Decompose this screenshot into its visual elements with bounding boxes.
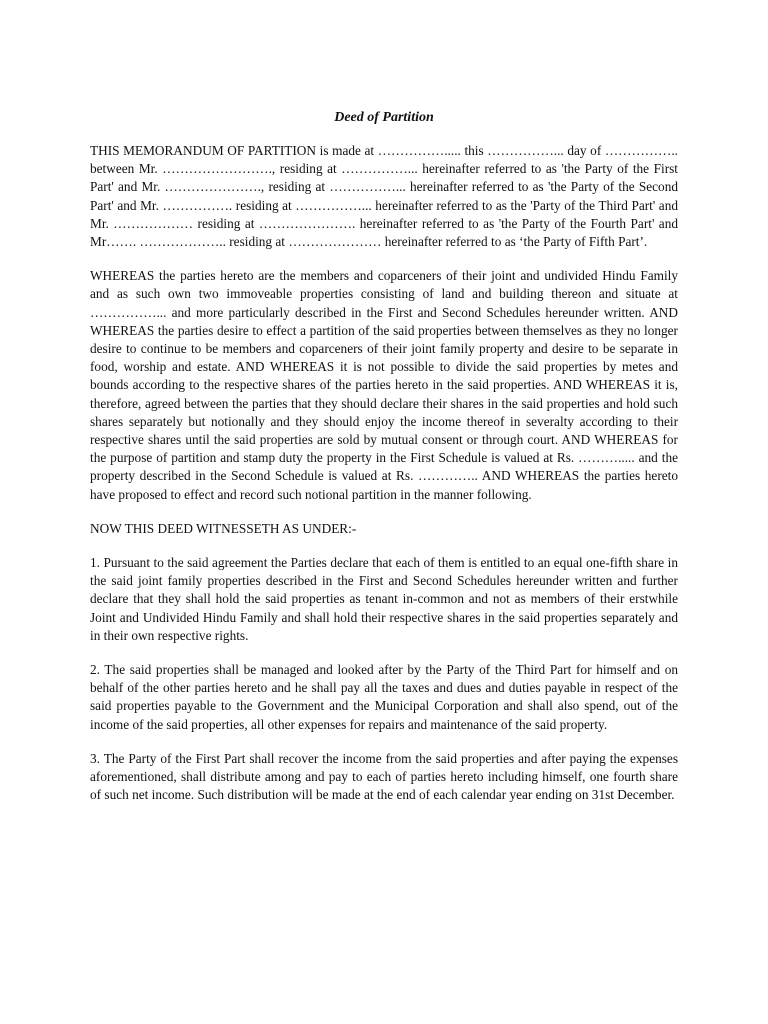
document-title: Deed of Partition xyxy=(334,110,434,125)
clause-2-paragraph: 2. The said properties shall be managed and looked after by the Party of the Third Part for himself and on behalf of the other parties hereto and he shall pay all the taxes and dues and duties payable in respect of the said properties payable to the Government and the Municipal Corporation and shall also spend, out of the income of the said properties, all other expenses for repairs and maintenance of the said property. xyxy=(90,662,678,732)
clause-1-paragraph: 1. Pursuant to the said agreement the Parties declare that each of them is entitled to an equal one-fifth share in the said joint family properties described in the First and Second Schedules hereunder written and further declare that they shall hold the said properties as tenant in-common and not as members of their erstwhile Joint and Undivided Hindu Family and shall hold their respective shares in the said properties separately and in their own respective rights. xyxy=(90,555,678,643)
witnesseth-heading: NOW THIS DEED WITNESSETH AS UNDER:- xyxy=(90,520,357,536)
document-page xyxy=(90,108,678,821)
whereas-paragraph: WHEREAS the parties hereto are the members and coparceners of their joint and undivided Hindu Family and as such own two immoveable properties consisting of land and building thereon and situate at ……………... and more particularly described in the First and Second Schedules hereunder written. AND WHEREAS the parties desire to effect a partition of the said properties between themselves as they no longer desire to continue to be members and coparceners of their joint family property and desire to be separate in food, worship and estate. AND WHEREAS it is not possible to divide the said properties by metes and bounds according to the respective shares of the parties hereto in the said properties. AND WHEREAS it is, therefore, agreed between the parties that they should declare their shares in the said properties and hold such shares separately but notionally and they should enjoy the income thereof in severalty according to their respective shares until the said properties are sold by mutual consent or through court. AND WHEREAS for the purpose of partition and stamp duty the property in the First Schedule is valued at Rs. ………..... and the property described in the Second Schedule is valued at Rs. ………….. AND WHEREAS the parties hereto have proposed to effect and record such notional partition in the manner following. xyxy=(90,268,678,502)
clause-3-paragraph: 3. The Party of the First Part shall recover the income from the said properties and after paying the expenses aforementioned, shall distribute among and pay to each of parties hereto including himself, one fourth share of such net income. Such distribution will be made at the end of each calendar year ending on 31st December. xyxy=(90,750,678,803)
memorandum-paragraph: THIS MEMORANDUM OF PARTITION is made at ……………..... this ……………... day of …………….. between Mr. ……………………., residing at ……………... hereinafter referred to as 'the Party of the First Part' and Mr. …………………., residing at ……………... hereinafter referred to as 'the Party of the Second Part' and Mr. ……………. residing at ……………... hereinafter referred to as the 'Party of the Third Part' and Mr. ……………… residing at …………………. hereinafter referred to as 'the Party of the Fourth Part' and Mr……. ……………….. residing at ………………… hereinafter referred to as ‘the Party of Fifth Part’. xyxy=(90,143,678,250)
